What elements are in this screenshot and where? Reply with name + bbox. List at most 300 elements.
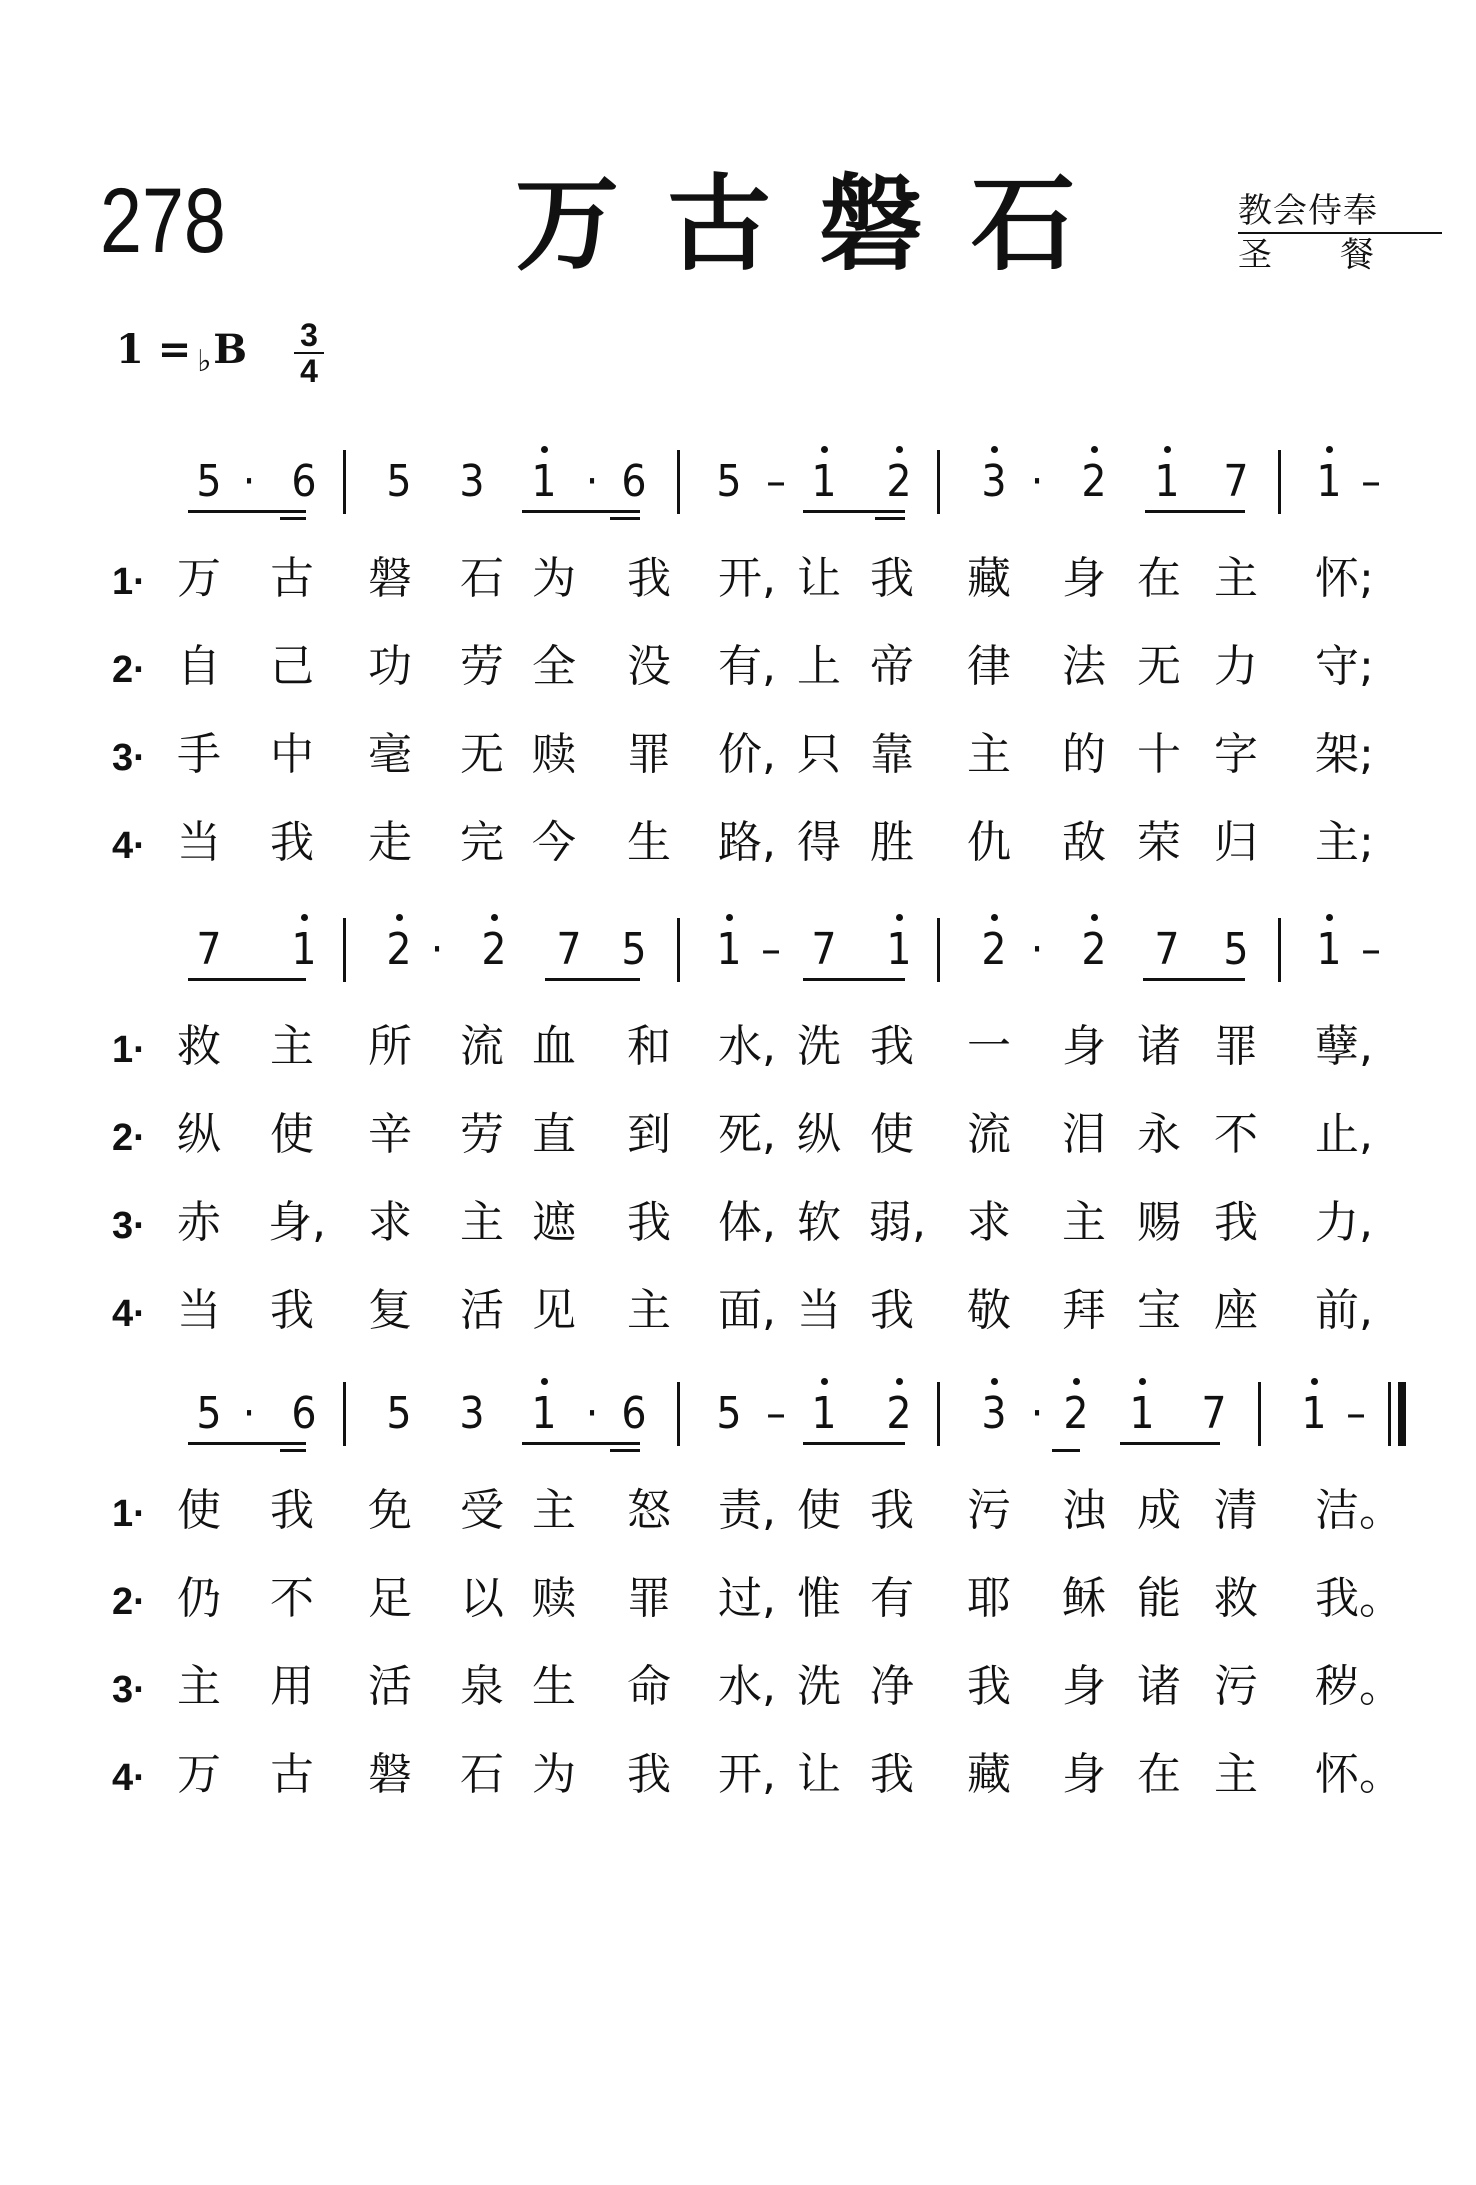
lyric-syllable: 主: [532, 1485, 576, 1536]
lyric-syllable: 毫: [368, 729, 412, 780]
lyric-syllable: 为: [532, 553, 576, 604]
barline: [1258, 1382, 1261, 1446]
lyric-syllable: 十: [1137, 729, 1181, 780]
note: 2: [981, 924, 1007, 975]
note: 7: [196, 924, 222, 975]
lyric-syllable: 我: [270, 1285, 314, 1336]
lyric-syllable: 我: [270, 817, 314, 868]
lyric-syllable: 我: [870, 553, 914, 604]
note: 2: [1081, 456, 1107, 507]
lyric-syllable: 胜: [870, 817, 914, 868]
lyric-syllable: 活: [368, 1661, 412, 1712]
lyric-syllable: 律: [967, 641, 1011, 692]
sustain-dash: –: [1361, 924, 1381, 975]
beam-underline: [188, 1442, 306, 1445]
lyric-syllable: 生: [627, 817, 671, 868]
verse-number: 2·: [112, 1581, 146, 1623]
lyric-syllable: 主: [967, 729, 1011, 780]
lyric-syllable: 架;: [1315, 729, 1374, 780]
lyric-syllable: 靠: [870, 729, 914, 780]
verse-number: 1·: [112, 561, 146, 603]
lyric-syllable: 成: [1137, 1485, 1181, 1536]
lyric-syllable: 泪: [1062, 1109, 1106, 1160]
lyric-syllable: 有: [870, 1573, 914, 1624]
lyric-syllable: 我: [1214, 1197, 1258, 1248]
sustain-dash: –: [766, 456, 786, 507]
lyric-syllable: 身: [1062, 553, 1106, 604]
lyric-syllable: 我: [270, 1485, 314, 1536]
lyric-syllable: 主: [270, 1021, 314, 1072]
lyric-syllable: 没: [627, 641, 671, 692]
sustain-dash: –: [761, 924, 781, 975]
lyric-syllable: 赎: [532, 729, 576, 780]
lyric-syllable: 劳: [460, 641, 504, 692]
note: 1: [1301, 1388, 1327, 1439]
beam-underline: [188, 978, 306, 981]
note: 2: [1081, 924, 1107, 975]
lyric-syllable: 过,: [718, 1573, 776, 1624]
verse-number: 2·: [112, 649, 146, 691]
note: 6: [291, 1388, 317, 1439]
lyric-syllable: 到: [627, 1109, 671, 1160]
note: 1: [531, 1388, 557, 1439]
lyric-syllable: 不: [270, 1573, 314, 1624]
octave-dot: [1091, 914, 1098, 921]
octave-dot: [821, 1378, 828, 1385]
lyric-syllable: 弱,: [868, 1197, 926, 1248]
lyric-syllable: 泉: [460, 1661, 504, 1712]
flat-symbol: ♭: [197, 344, 212, 379]
lyric-syllable: 字: [1214, 729, 1258, 780]
lyric-syllable: 磐: [368, 553, 412, 604]
lyric-syllable: 污: [967, 1485, 1011, 1536]
note: 2: [481, 924, 507, 975]
lyric-syllable: 当: [177, 817, 221, 868]
dot-mark: ·: [1030, 456, 1044, 507]
lyric-syllable: 血: [532, 1021, 576, 1072]
lyric-syllable: 主: [1062, 1197, 1106, 1248]
note: 1: [1129, 1388, 1155, 1439]
lyric-syllable: 清: [1214, 1485, 1258, 1536]
octave-dot: [1326, 914, 1333, 921]
barline: [343, 450, 346, 514]
octave-dot: [896, 1378, 903, 1385]
key-prefix: 1 =: [116, 326, 192, 373]
lyric-syllable: 洁。: [1315, 1485, 1403, 1536]
lyric-syllable: 耶: [967, 1573, 1011, 1624]
lyric-syllable: 功: [368, 641, 412, 692]
lyric-syllable: 我: [870, 1021, 914, 1072]
key-note: B: [213, 326, 248, 373]
note: 2: [886, 1388, 912, 1439]
lyric-syllable: 罪: [627, 1573, 671, 1624]
octave-dot: [1326, 446, 1333, 453]
barline: [677, 450, 680, 514]
lyric-syllable: 前,: [1315, 1285, 1373, 1336]
note: 7: [1154, 924, 1180, 975]
lyric-syllable: 罪: [627, 729, 671, 780]
time-signature: [294, 318, 324, 388]
note: 7: [1201, 1388, 1227, 1439]
lyric-syllable: 劳: [460, 1109, 504, 1160]
beam-underline: [1143, 978, 1245, 981]
octave-dot: [1139, 1378, 1146, 1385]
lyric-syllable: 怀;: [1315, 553, 1374, 604]
verse-number: 3·: [112, 1205, 146, 1247]
lyric-syllable: 主;: [1315, 817, 1374, 868]
lyric-syllable: 当: [177, 1285, 221, 1336]
lyric-syllable: 我: [870, 1285, 914, 1336]
lyric-syllable: 磐: [368, 1749, 412, 1800]
barline: [343, 1382, 346, 1446]
lyric-syllable: 自: [177, 641, 221, 692]
lyric-syllable: 宝: [1137, 1285, 1181, 1336]
time-signature-bottom: 4: [294, 352, 324, 388]
beam-underline: [545, 978, 640, 981]
octave-dot: [541, 1378, 548, 1385]
note: 3: [459, 456, 485, 507]
lyric-syllable: 古: [270, 553, 314, 604]
lyric-syllable: 拜: [1062, 1285, 1106, 1336]
octave-dot: [1164, 446, 1171, 453]
sustain-dash: –: [1346, 1388, 1366, 1439]
note: 2: [386, 924, 412, 975]
lyric-syllable: 主: [177, 1661, 221, 1712]
lyric-syllable: 使: [870, 1109, 914, 1160]
lyric-syllable: 受: [460, 1485, 504, 1536]
lyric-syllable: 石: [460, 553, 504, 604]
beam-underline-double: [280, 517, 306, 520]
lyric-syllable: 直: [532, 1109, 576, 1160]
lyric-syllable: 主: [627, 1285, 671, 1336]
note: 7: [1223, 456, 1249, 507]
octave-dot: [991, 914, 998, 921]
octave-dot: [991, 446, 998, 453]
final-barline-thick: [1398, 1382, 1406, 1446]
lyric-syllable: 诸: [1137, 1661, 1181, 1712]
lyric-syllable: 座: [1214, 1285, 1258, 1336]
barline: [937, 1382, 940, 1446]
octave-dot: [301, 914, 308, 921]
sustain-dash: –: [766, 1388, 786, 1439]
beam-underline: [803, 978, 905, 981]
beam-underline: [803, 1442, 905, 1445]
lyric-syllable: 的: [1062, 729, 1106, 780]
lyric-syllable: 洗: [797, 1021, 841, 1072]
lyric-syllable: 中: [270, 729, 314, 780]
lyric-syllable: 生: [532, 1661, 576, 1712]
note: 5: [621, 924, 647, 975]
lyric-syllable: 免: [368, 1485, 412, 1536]
barline: [677, 918, 680, 982]
octave-dot: [541, 446, 548, 453]
note: 1: [291, 924, 317, 975]
lyric-syllable: 赐: [1137, 1197, 1181, 1248]
lyric-syllable: 开,: [718, 1749, 776, 1800]
category-line-1: 教会侍奉: [1238, 190, 1442, 234]
lyric-syllable: 洗: [797, 1661, 841, 1712]
dot-mark: ·: [242, 456, 256, 507]
lyric-syllable: 赎: [532, 1573, 576, 1624]
note: 2: [1063, 1388, 1089, 1439]
note: 1: [1316, 924, 1342, 975]
note: 5: [716, 456, 742, 507]
final-barline-thin: [1388, 1382, 1391, 1446]
category-line-2: 圣餐: [1238, 235, 1442, 275]
verse-number: 2·: [112, 1117, 146, 1159]
lyric-syllable: 完: [460, 817, 504, 868]
octave-dot: [396, 914, 403, 921]
lyric-syllable: 我: [967, 1661, 1011, 1712]
verse-number: 3·: [112, 737, 146, 779]
lyric-syllable: 上: [797, 641, 841, 692]
barline: [937, 450, 940, 514]
lyric-syllable: 我: [870, 1749, 914, 1800]
lyric-syllable: 藏: [967, 1749, 1011, 1800]
note: 1: [811, 1388, 837, 1439]
note: 5: [716, 1388, 742, 1439]
lyric-syllable: 死,: [718, 1109, 776, 1160]
verse-number: 4·: [112, 1757, 146, 1799]
lyric-syllable: 无: [460, 729, 504, 780]
beam-underline-double: [280, 1449, 306, 1452]
lyric-syllable: 主: [460, 1197, 504, 1248]
lyric-syllable: 己: [270, 641, 314, 692]
dot-mark: ·: [1030, 1388, 1044, 1439]
lyric-syllable: 我: [627, 1197, 671, 1248]
dot-mark: ·: [585, 1388, 599, 1439]
lyric-syllable: 纵: [177, 1109, 221, 1160]
lyric-syllable: 见: [532, 1285, 576, 1336]
lyric-syllable: 和: [627, 1021, 671, 1072]
lyric-syllable: 帝: [870, 641, 914, 692]
lyric-syllable: 责,: [718, 1485, 776, 1536]
octave-dot: [896, 914, 903, 921]
note: 7: [556, 924, 582, 975]
lyric-syllable: 得: [797, 817, 841, 868]
lyric-syllable: 只: [797, 729, 841, 780]
beam-underline: [188, 510, 306, 513]
lyric-syllable: 万: [177, 553, 221, 604]
lyric-syllable: 救: [1214, 1573, 1258, 1624]
note: 5: [196, 1388, 222, 1439]
note: 1: [811, 456, 837, 507]
barline: [1278, 450, 1281, 514]
category-label: [1238, 190, 1442, 276]
beam-underline: [522, 1442, 640, 1445]
lyric-syllable: 体,: [718, 1197, 776, 1248]
hymn-title: 万古磐石: [515, 162, 1124, 285]
lyric-syllable: 身: [1062, 1749, 1106, 1800]
lyric-syllable: 使: [797, 1485, 841, 1536]
hymn-number: 278: [100, 170, 226, 272]
lyric-syllable: 污: [1214, 1661, 1258, 1712]
dot-mark: ·: [430, 924, 444, 975]
lyric-syllable: 净: [870, 1661, 914, 1712]
lyric-syllable: 无: [1137, 641, 1181, 692]
sustain-dash: –: [1361, 456, 1381, 507]
lyric-syllable: 身,: [268, 1197, 326, 1248]
verse-number: 3·: [112, 1669, 146, 1711]
note: 1: [716, 924, 742, 975]
lyric-syllable: 用: [270, 1661, 314, 1712]
lyric-syllable: 求: [368, 1197, 412, 1248]
note: 1: [1316, 456, 1342, 507]
lyric-syllable: 敬: [967, 1285, 1011, 1336]
lyric-syllable: 在: [1137, 1749, 1181, 1800]
lyric-syllable: 水,: [718, 1021, 776, 1072]
lyric-syllable: 我: [870, 1485, 914, 1536]
lyric-syllable: 使: [270, 1109, 314, 1160]
note: 3: [459, 1388, 485, 1439]
note: 1: [531, 456, 557, 507]
barline: [937, 918, 940, 982]
dot-mark: ·: [1030, 924, 1044, 975]
lyric-syllable: 让: [797, 553, 841, 604]
lyric-syllable: 走: [368, 817, 412, 868]
lyric-syllable: 流: [967, 1109, 1011, 1160]
barline: [1278, 918, 1281, 982]
lyric-syllable: 藏: [967, 553, 1011, 604]
lyric-syllable: 身: [1062, 1021, 1106, 1072]
barline: [343, 918, 346, 982]
lyric-syllable: 以: [460, 1573, 504, 1624]
dot-mark: ·: [242, 1388, 256, 1439]
lyric-syllable: 古: [270, 1749, 314, 1800]
dot-mark: ·: [585, 456, 599, 507]
lyric-syllable: 永: [1137, 1109, 1181, 1160]
lyric-syllable: 一: [967, 1021, 1011, 1072]
lyric-syllable: 复: [368, 1285, 412, 1336]
lyric-syllable: 主: [1214, 1749, 1258, 1800]
lyric-syllable: 水,: [718, 1661, 776, 1712]
beam-underline: [1120, 1442, 1220, 1445]
lyric-syllable: 命: [627, 1661, 671, 1712]
note: 6: [621, 456, 647, 507]
lyric-syllable: 足: [368, 1573, 412, 1624]
lyric-syllable: 价,: [718, 729, 776, 780]
lyric-syllable: 今: [532, 817, 576, 868]
lyric-syllable: 怀。: [1315, 1749, 1403, 1800]
lyric-syllable: 所: [368, 1021, 412, 1072]
lyric-syllable: 为: [532, 1749, 576, 1800]
lyric-syllable: 面,: [718, 1285, 776, 1336]
octave-dot: [1091, 446, 1098, 453]
octave-dot: [821, 446, 828, 453]
beam-underline-double: [610, 517, 640, 520]
lyric-syllable: 力,: [1315, 1197, 1373, 1248]
verse-number: 1·: [112, 1493, 146, 1535]
lyric-syllable: 敌: [1062, 817, 1106, 868]
lyric-syllable: 孽,: [1315, 1021, 1373, 1072]
verse-number: 1·: [112, 1029, 146, 1071]
lyric-syllable: 荣: [1137, 817, 1181, 868]
octave-dot: [896, 446, 903, 453]
note: 2: [886, 456, 912, 507]
lyric-syllable: 稣: [1062, 1573, 1106, 1624]
octave-dot: [1073, 1378, 1080, 1385]
lyric-syllable: 软: [797, 1197, 841, 1248]
lyric-syllable: 浊: [1062, 1485, 1106, 1536]
lyric-syllable: 止,: [1315, 1109, 1373, 1160]
lyric-syllable: 我: [627, 553, 671, 604]
lyric-syllable: 归: [1214, 817, 1258, 868]
lyric-syllable: 我。: [1315, 1573, 1403, 1624]
lyric-syllable: 求: [967, 1197, 1011, 1248]
lyric-syllable: 仍: [177, 1573, 221, 1624]
note: 7: [811, 924, 837, 975]
lyric-syllable: 辛: [368, 1109, 412, 1160]
lyric-syllable: 活: [460, 1285, 504, 1336]
lyric-syllable: 全: [532, 641, 576, 692]
lyric-syllable: 有,: [718, 641, 776, 692]
octave-dot: [491, 914, 498, 921]
lyric-syllable: 身: [1062, 1661, 1106, 1712]
lyric-syllable: 罪: [1214, 1021, 1258, 1072]
beam-underline: [803, 510, 905, 513]
octave-dot: [1311, 1378, 1318, 1385]
lyric-syllable: 使: [177, 1485, 221, 1536]
octave-dot: [991, 1378, 998, 1385]
verse-number: 4·: [112, 825, 146, 867]
lyric-syllable: 仇: [967, 817, 1011, 868]
lyric-syllable: 秽。: [1315, 1661, 1403, 1712]
lyric-syllable: 流: [460, 1021, 504, 1072]
lyric-syllable: 法: [1062, 641, 1106, 692]
lyric-syllable: 惟: [797, 1573, 841, 1624]
lyric-syllable: 遮: [532, 1197, 576, 1248]
lyric-syllable: 赤: [177, 1197, 221, 1248]
lyric-syllable: 诸: [1137, 1021, 1181, 1072]
time-signature-top: 3: [300, 317, 318, 353]
beam-underline-double: [1052, 1449, 1080, 1452]
lyric-syllable: 力: [1214, 641, 1258, 692]
lyric-syllable: 我: [627, 1749, 671, 1800]
lyric-syllable: 怒: [627, 1485, 671, 1536]
octave-dot: [726, 914, 733, 921]
verse-number: 4·: [112, 1293, 146, 1335]
note: 1: [1154, 456, 1180, 507]
note: 3: [981, 1388, 1007, 1439]
lyric-syllable: 开,: [718, 553, 776, 604]
lyric-syllable: 当: [797, 1285, 841, 1336]
note: 3: [981, 456, 1007, 507]
note: 6: [621, 1388, 647, 1439]
lyric-syllable: 守;: [1315, 641, 1374, 692]
beam-underline: [522, 510, 640, 513]
note: 5: [1223, 924, 1249, 975]
lyric-syllable: 万: [177, 1749, 221, 1800]
lyric-syllable: 路,: [718, 817, 776, 868]
lyric-syllable: 在: [1137, 553, 1181, 604]
lyric-syllable: 纵: [797, 1109, 841, 1160]
note: 5: [196, 456, 222, 507]
beam-underline-double: [875, 517, 905, 520]
lyric-syllable: 主: [1214, 553, 1258, 604]
lyric-syllable: 石: [460, 1749, 504, 1800]
note: 5: [386, 456, 412, 507]
lyric-syllable: 不: [1214, 1109, 1258, 1160]
lyric-syllable: 手: [177, 729, 221, 780]
note: 6: [291, 456, 317, 507]
beam-underline: [1145, 510, 1245, 513]
note: 5: [386, 1388, 412, 1439]
note: 1: [886, 924, 912, 975]
lyric-syllable: 让: [797, 1749, 841, 1800]
barline: [677, 1382, 680, 1446]
key-signature: [116, 326, 248, 379]
lyric-syllable: 救: [177, 1021, 221, 1072]
